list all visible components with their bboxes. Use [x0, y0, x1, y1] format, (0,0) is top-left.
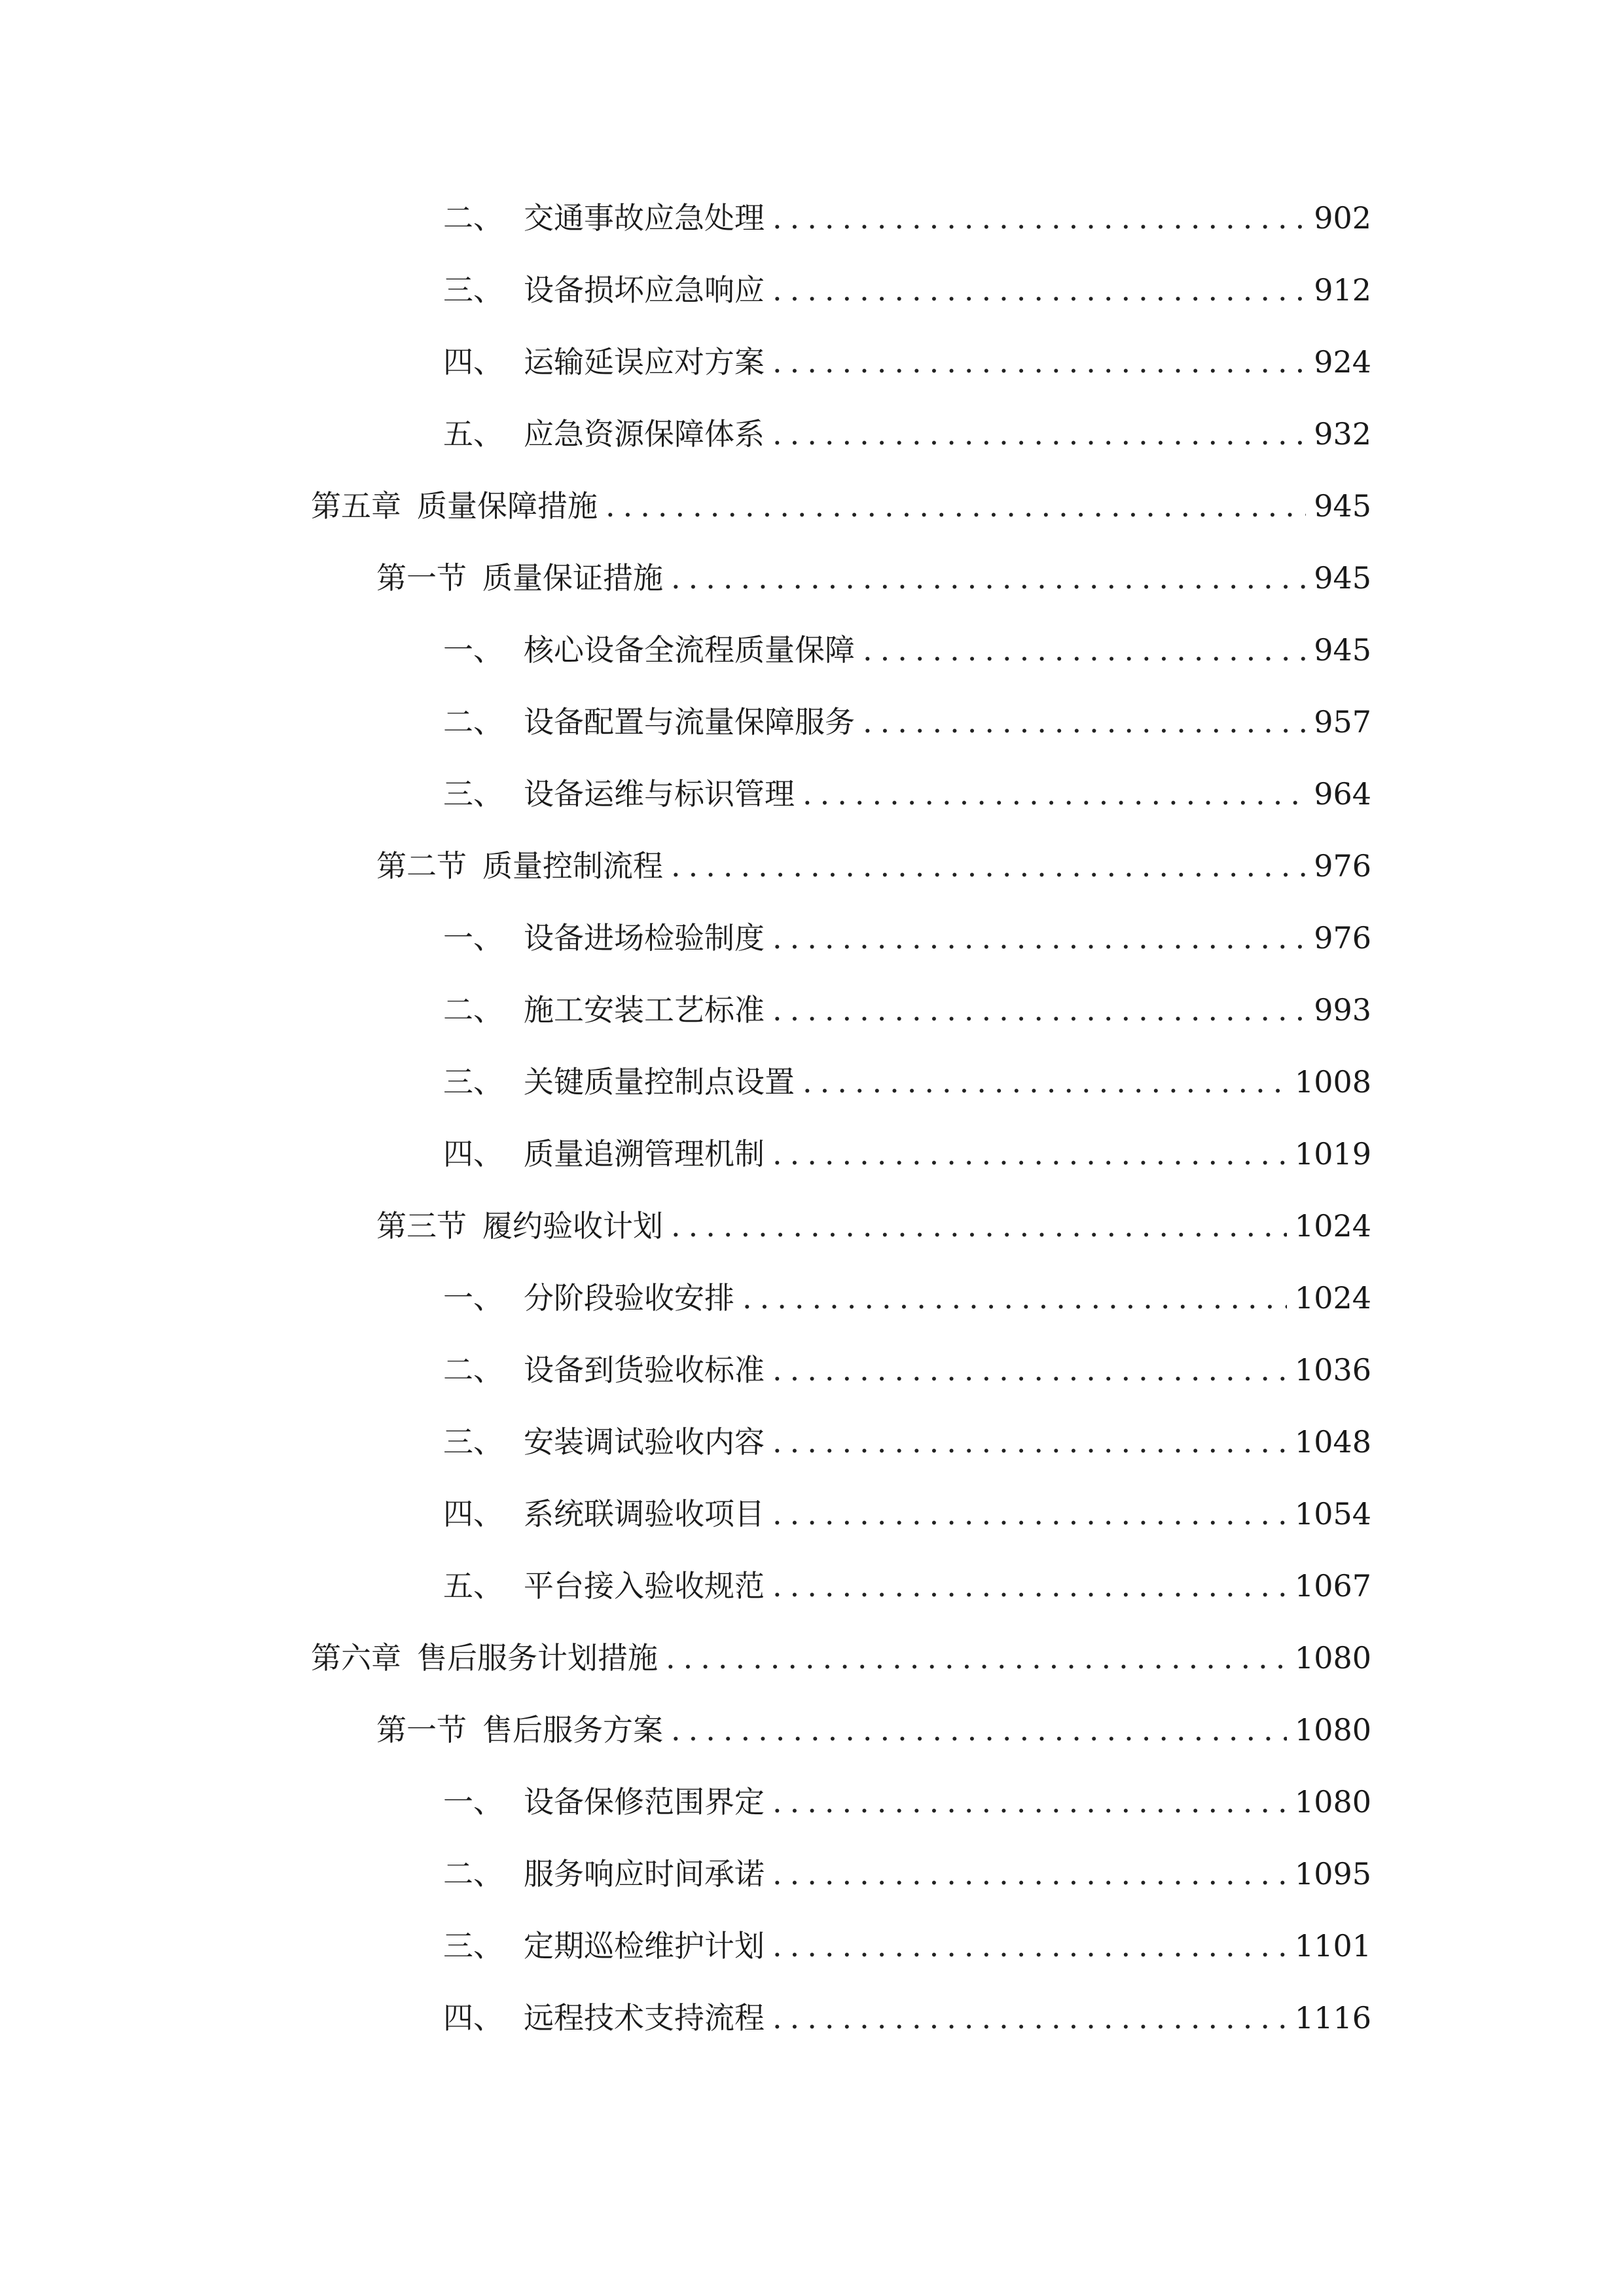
toc-entry-page: 976 [1314, 848, 1371, 884]
dot-leader [772, 1992, 1287, 2044]
toc-entry-page: 1008 [1294, 1064, 1371, 1100]
toc-entry-number: 第一节 [376, 560, 467, 596]
toc-entry-page: 945 [1314, 488, 1371, 524]
toc-entry[interactable] [443, 1560, 1371, 1612]
dot-leader [605, 480, 1306, 532]
toc-entry-number: 二、 [443, 704, 503, 740]
dot-leader [863, 624, 1306, 676]
toc-entry-page: 1054 [1294, 1496, 1371, 1532]
dot-leader [772, 912, 1306, 964]
toc-entry-page: 1024 [1294, 1280, 1371, 1316]
dot-leader [772, 1848, 1287, 1900]
toc-entry[interactable] [443, 624, 1371, 676]
toc-entry[interactable] [443, 912, 1371, 964]
toc-entry-page: 912 [1314, 272, 1371, 308]
dot-leader [671, 840, 1306, 892]
toc-entry-number: 一、 [443, 1784, 503, 1820]
toc-entry[interactable] [443, 336, 1371, 388]
toc-entry-number: 第五章 [311, 488, 401, 524]
dot-leader [772, 336, 1306, 388]
dot-leader [671, 1704, 1287, 1756]
toc-entry-section[interactable] [376, 840, 1371, 892]
toc-entry-title: 设备运维与标识管理 [524, 776, 795, 812]
toc-entry[interactable] [443, 984, 1371, 1036]
toc-entry[interactable] [443, 1920, 1371, 1972]
toc-entry-page: 964 [1314, 776, 1371, 812]
toc-entry-title: 设备损坏应急响应 [524, 272, 765, 308]
dot-leader [671, 1200, 1287, 1252]
toc-entry-title: 设备到货验收标准 [524, 1352, 765, 1388]
toc-entry-section[interactable] [376, 1704, 1371, 1756]
toc-entry[interactable] [443, 1776, 1371, 1828]
toc-entry-section[interactable] [376, 552, 1371, 604]
toc-entry-number: 二、 [443, 1856, 503, 1892]
toc-entry-section[interactable] [376, 1200, 1371, 1252]
toc-entry-number: 第二节 [376, 848, 467, 884]
toc-entry[interactable] [443, 264, 1371, 316]
toc-entry-page: 1067 [1294, 1568, 1371, 1604]
toc-entry-number: 第一节 [376, 1712, 467, 1748]
toc-entry-chapter[interactable] [311, 1632, 1371, 1684]
toc-entry-title: 关键质量控制点设置 [524, 1064, 795, 1100]
toc-entry-number: 四、 [443, 344, 503, 380]
toc-entry-page: 1095 [1294, 1856, 1371, 1892]
toc-entry-title: 施工安装工艺标准 [524, 992, 765, 1028]
toc-entry-number: 四、 [443, 1496, 503, 1532]
toc-entry-page: 957 [1314, 704, 1371, 740]
dot-leader [803, 1056, 1287, 1108]
dot-leader [772, 408, 1306, 460]
toc-entry[interactable] [443, 1992, 1371, 2044]
toc-entry[interactable] [443, 1344, 1371, 1396]
toc-entry[interactable] [443, 408, 1371, 460]
toc-entry-page: 1019 [1294, 1136, 1371, 1172]
toc-entry-title: 定期巡检维护计划 [524, 1928, 765, 1964]
toc-entry[interactable] [443, 1848, 1371, 1900]
toc-entry-title: 交通事故应急处理 [524, 200, 765, 236]
toc-entry-title: 平台接入验收规范 [524, 1568, 765, 1604]
toc-entry-number: 三、 [443, 1424, 503, 1460]
toc-entry-title: 售后服务计划措施 [417, 1640, 658, 1676]
toc-entry-number: 二、 [443, 200, 503, 236]
toc-entry-chapter[interactable] [311, 480, 1371, 532]
dot-leader [803, 768, 1306, 820]
toc-entry-number: 第六章 [311, 1640, 401, 1676]
toc-entry-title: 设备保修范围界定 [524, 1784, 765, 1820]
toc-entry-title: 质量保证措施 [482, 560, 663, 596]
toc-entry-title: 质量控制流程 [482, 848, 663, 884]
toc-entry-page: 1024 [1294, 1208, 1371, 1244]
dot-leader [742, 1272, 1287, 1324]
dot-leader [772, 1488, 1287, 1540]
toc-entry-number: 三、 [443, 272, 503, 308]
toc-entry-page: 1036 [1294, 1352, 1371, 1388]
toc-entry-number: 二、 [443, 992, 503, 1028]
toc-entry-title: 质量保障措施 [417, 488, 598, 524]
toc-entry-number: 一、 [443, 632, 503, 668]
dot-leader [671, 552, 1306, 604]
toc-entry-title: 质量追溯管理机制 [524, 1136, 765, 1172]
toc-entry-page: 932 [1314, 416, 1371, 452]
toc-entry-page: 945 [1314, 560, 1371, 596]
toc-entry-title: 设备配置与流量保障服务 [524, 704, 855, 740]
toc-entry-number: 一、 [443, 920, 503, 956]
dot-leader [772, 1128, 1287, 1180]
toc-entry[interactable] [443, 1056, 1371, 1108]
toc-entry-title: 设备进场检验制度 [524, 920, 765, 956]
toc-entry-number: 五、 [443, 416, 503, 452]
toc-entry-title: 安装调试验收内容 [524, 1424, 765, 1460]
dot-leader [772, 192, 1306, 244]
toc-entry-title: 履约验收计划 [482, 1208, 663, 1244]
toc-entry-number: 三、 [443, 1928, 503, 1964]
toc-entry-number: 二、 [443, 1352, 503, 1388]
toc-entry[interactable] [443, 1272, 1371, 1324]
dot-leader [772, 1344, 1287, 1396]
toc-entry-page: 1116 [1294, 2000, 1371, 2036]
dot-leader [772, 1920, 1287, 1972]
toc-entry-page: 1080 [1294, 1784, 1371, 1820]
toc-entry-title: 运输延误应对方案 [524, 344, 765, 380]
dot-leader [772, 1776, 1287, 1828]
toc-entry-number: 五、 [443, 1568, 503, 1604]
toc-entry-page: 1080 [1294, 1640, 1371, 1676]
toc-entry[interactable] [443, 192, 1371, 244]
dot-leader [772, 1416, 1287, 1468]
toc-entry[interactable] [443, 1128, 1371, 1180]
toc-entry-title: 系统联调验收项目 [524, 1496, 765, 1532]
toc-entry-title: 远程技术支持流程 [524, 2000, 765, 2036]
toc-entry-page: 945 [1314, 632, 1371, 668]
toc-entry-title: 售后服务方案 [482, 1712, 663, 1748]
toc-entry-page: 1080 [1294, 1712, 1371, 1748]
toc-entry-number: 一、 [443, 1280, 503, 1316]
dot-leader [863, 696, 1306, 748]
toc-entry-number: 三、 [443, 1064, 503, 1100]
toc-entry-page: 993 [1314, 992, 1371, 1028]
toc-entry-title: 分阶段验收安排 [524, 1280, 734, 1316]
toc-entry-page: 924 [1314, 344, 1371, 380]
toc-entry-number: 三、 [443, 776, 503, 812]
toc-entry[interactable] [443, 696, 1371, 748]
toc-entry-page: 976 [1314, 920, 1371, 956]
toc-entry-page: 1048 [1294, 1424, 1371, 1460]
toc-entry-title: 应急资源保障体系 [524, 416, 765, 452]
dot-leader [666, 1632, 1287, 1684]
toc-entry-number: 四、 [443, 2000, 503, 2036]
dot-leader [772, 1560, 1287, 1612]
toc-entry-number: 第三节 [376, 1208, 467, 1244]
toc-entry[interactable] [443, 1416, 1371, 1468]
toc-entry-page: 1101 [1294, 1928, 1371, 1964]
toc-entry-number: 四、 [443, 1136, 503, 1172]
dot-leader [772, 984, 1306, 1036]
toc-entry-title: 服务响应时间承诺 [524, 1856, 765, 1892]
dot-leader [772, 264, 1306, 316]
toc-entry[interactable] [443, 768, 1371, 820]
toc-entry-page: 902 [1314, 200, 1371, 236]
toc-entry-title: 核心设备全流程质量保障 [524, 632, 855, 668]
toc-entry[interactable] [443, 1488, 1371, 1540]
